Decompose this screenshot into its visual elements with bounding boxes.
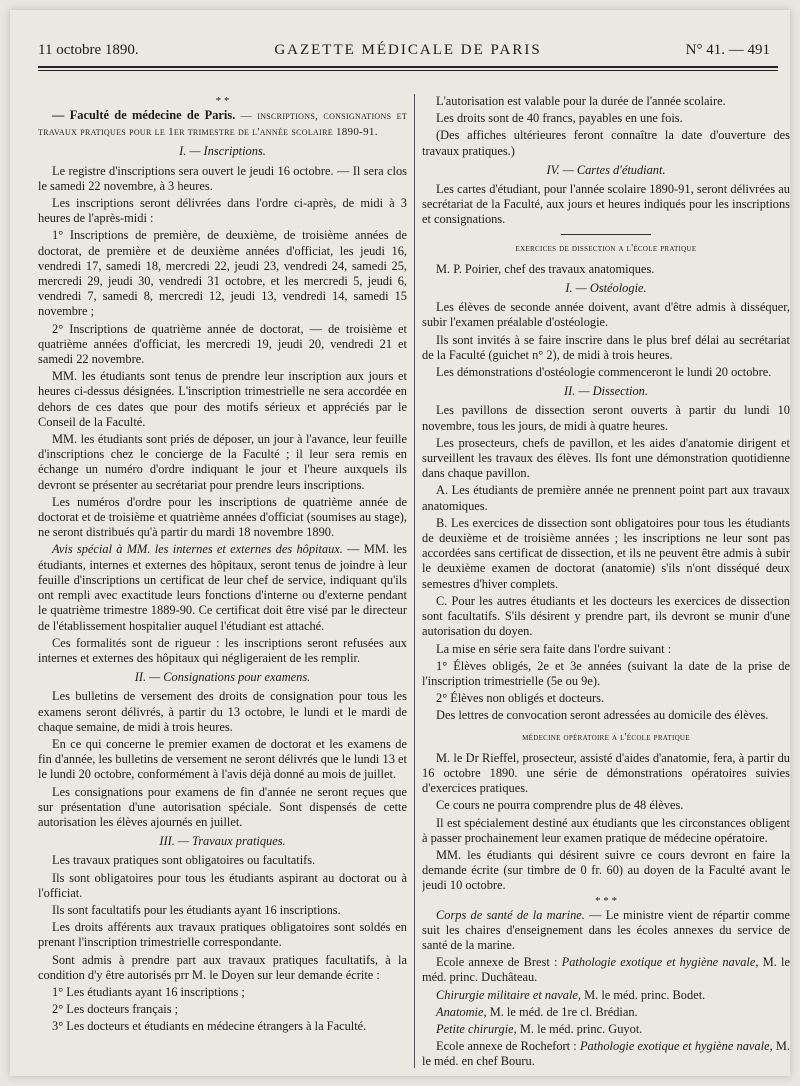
brest-lead: Ecole annexe de Brest : <box>436 955 558 970</box>
paragraph: MM. les étudiants qui désirent suivre ce cours devront en faire la demande écrite (sur timbre de 0 fr. 60) au doyen de la Faculté avant le jeudi 10 octobre. <box>422 847 790 893</box>
chair-entry <box>422 1005 790 1020</box>
chair-name: M. le méd. princ. Bodet. <box>584 987 706 1002</box>
paragraph: M. P. Poirier, chef des travaux anatomiques. <box>436 261 655 276</box>
faculty-heading <box>38 108 407 140</box>
marine-body: — Le ministre vient de répartir comme suit les chaires d'enseignement dans les écoles annexes du service de santé de la marine. <box>422 907 790 952</box>
paragraph: A. Les étudiants de première année ne prennent point part aux travaux anatomiques. <box>422 483 790 513</box>
paragraph: Ils sont facultatifs pour les étudiants ayant 16 inscriptions. <box>52 902 341 917</box>
section-title-osteologie <box>422 281 790 296</box>
chair-subject: Chirurgie militaire et navale, <box>436 987 581 1002</box>
marine-paragraph <box>422 908 790 954</box>
paragraph: La mise en série sera faite dans l'ordre suivant : <box>436 641 672 656</box>
paragraph: Les travaux pratiques sont obligatoires ou facultatifs. <box>52 853 316 868</box>
paragraph: Des lettres de convocation seront adressées au domicile des élèves. <box>436 708 769 723</box>
chair-entry <box>422 1022 790 1037</box>
section-title-text: III. — Travaux pratiques. <box>159 834 286 849</box>
section-title-inscriptions <box>38 144 407 159</box>
paragraph: B. Les exercices de dissection sont obligatoires pour tous les étudiants de deuxième et de troisième années ; les inscriptions ne leur sont pas accordées sans certificat de dissection, et ils ne peuvent être admis à subir le deuxième examen de doctorat (anatomie) s'ils n'ont disséqué deux semestres d'hiver complets. <box>422 515 790 591</box>
section-title-text: I. — Inscriptions. <box>179 144 266 159</box>
section-title-travaux <box>38 834 407 849</box>
rochefort-lead: Ecole annexe de Rochefort : <box>436 1039 577 1054</box>
paragraph: 2° Inscriptions de quatrième année de doctorat, — de troisième et quatrième années d'officiat, les mercredi 19, jeudi 20, vendredi 21 et samedi 22 novembre. <box>38 321 407 367</box>
paragraph: Il est spécialement destiné aux étudiants que les circonstances obligent à passer prochainement leur examen pratique de médecine opératoire. <box>422 815 790 845</box>
section-title-text: II. — Consignations pour examens. <box>134 670 311 685</box>
paragraph: Sont admis à prendre part aux travaux pratiques facultatifs, à la condition d'y être autorisés prr M. le Doyen sur leur demande écrite : <box>38 952 407 982</box>
separator-stars: * * <box>215 95 230 107</box>
paragraph: 1° Inscriptions de première, de deuxième, de troisième années de doctorat, de première et de deuxième années d'officiat, les jeudi 16, vendredi 17, samedi 18, mercredi 22, jeudi 23, vendredi 24, samedi 25, mercredi 29, jeudi 30, vendredi 31 octobre, et les mercredi 5, jeudi 6, vendredi 7, samedi 8, mercredi 12, jeudi 13, vendredi 14, samedi 15 novembre ; <box>38 228 407 319</box>
section-title-text: IV. — Cartes d'étudiant. <box>546 162 666 177</box>
brest-entry <box>422 955 790 985</box>
rochefort-name: M. le méd. en chef Bouru. <box>422 1039 790 1068</box>
paragraph: Ces formalités sont de rigueur : les inscriptions seront refusées aux internes et externes des hôpitaux qui négligeraient de les remplir. <box>38 635 407 665</box>
separator-line <box>561 234 651 235</box>
list-item: 3° Les docteurs et étudiants en médecine étrangers à la Faculté. <box>52 1019 367 1034</box>
avis-lead: Avis spécial à MM. les internes et externes des hôpitaux. <box>52 542 343 557</box>
paragraph: Les prosecteurs, chefs de pavillon, et les aides d'anatomie dirigent et surveillent les travaux des élèves. Ils font une démonstration quotidienne dans chaque pavillon. <box>422 435 790 481</box>
journal-title: GAZETTE MÉDICALE DE PARIS <box>274 42 542 58</box>
list-item: 1° Élèves obligés, 2e et 3e années (suivant la date de la prise de l'inscription trimestrielle (5e ou 9e). <box>422 658 790 688</box>
paragraph: Les numéros d'ordre pour les inscriptions de quatrième année de doctorat et de troisième et quatrième années d'officiat (soumises au stage), ne seront distribués qu'à partir du mardi 18 novembre 1890. <box>38 494 407 540</box>
section-title-cartes <box>422 163 790 178</box>
paragraph: Les consignations pour examens de fin d'année ne seront reçues que sur présentation d'une autorisation spéciale. Sont dispensés de cette autorisation les élèves ajournés en juillet. <box>38 784 407 829</box>
newspaper-page <box>10 10 790 1076</box>
chair-name: M. le méd. de 1re cl. Brédian. <box>489 1004 638 1019</box>
header-rule-thick <box>38 66 778 68</box>
article-columns <box>38 94 790 1068</box>
paragraph: Les bulletins de versement des droits de consignation pour tous les examens seront délivrés, à partir du 13 octobre, le lundi et le mardi de chaque semaine, de midi à trois heures. <box>38 689 407 734</box>
rochefort-subject: Pathologie exotique et hygiène navale, <box>579 1039 773 1054</box>
issue-date: 11 octobre 1890. <box>38 42 139 58</box>
rochefort-entry <box>422 1039 790 1068</box>
list-item: 1° Les étudiants ayant 16 inscriptions ; <box>52 984 245 999</box>
section-title-text: II. — Dissection. <box>564 384 648 399</box>
dissection-heading: exercices de dissection a l'école pratique <box>515 242 697 254</box>
left-column <box>38 94 407 1068</box>
list-item: 2° Élèves non obligés et docteurs. <box>436 691 605 706</box>
paragraph: Ils sont obligatoires pour tous les étudiants aspirant au doctorat ou à l'officiat. <box>38 870 407 900</box>
paragraph: En ce qui concerne le premier examen de doctorat et les examens de fin d'année, les bulletins de versement ne seront délivrés que le lundi 13 et le lundi 20 octobre, conformément à l'avis déjà donné au mois de juillet. <box>38 736 407 782</box>
faculty-title: — Faculté de médecine de Paris. <box>52 108 236 122</box>
issue-number: N° 41. — 491 <box>685 42 770 58</box>
paragraph: MM. les étudiants sont tenus de prendre leur inscription aux jours et heures ci-dessus désignées. L'inscription trimestrielle ne sera accordée en dehors de ces dates que pour des motifs sérieux et appréciés par le Conseil de la Faculté. <box>38 369 407 429</box>
section-title-dissection <box>422 384 790 399</box>
avis-paragraph <box>38 542 407 633</box>
paragraph: MM. les étudiants sont priés de déposer, un jour à l'avance, leur feuille d'inscriptions chez le concierge de la Faculté ; il leur sera remis en échange un numéro d'ordre indiquant le jour et l'heure auxquels ils devront se présenter au secrétariat pour prendre leurs inscriptions. <box>38 432 407 492</box>
chair-subject: Petite chirurgie, <box>436 1021 517 1036</box>
section-title-text: I. — Ostéologie. <box>565 281 647 296</box>
paragraph: Ils sont invités à se faire inscrire dans le plus bref délai au secrétariat de la Faculté (guichet n° 2), de midi à trois heures. <box>422 332 790 362</box>
paragraph: Le registre d'inscriptions sera ouvert le jeudi 16 octobre. — Il sera clos le samedi 22 novembre, à 3 heures. <box>38 163 407 193</box>
operatoire-heading: médecine opératoire a l'école pratique <box>522 731 690 743</box>
faculty-subtitle: — inscriptions, consignations et travaux pratiques pour le 1er trimestre de l'année scolaire 1890-91. <box>38 110 407 139</box>
section-title-consignations <box>38 670 407 685</box>
paragraph: Les cartes d'étudiant, pour l'année scolaire 1890-91, seront délivrées au secrétariat de la Faculté, aux jours et heures indiqués pour les inscriptions et consignations. <box>422 182 790 227</box>
brest-subject: Pathologie exotique et hygiène navale, <box>561 955 759 970</box>
paragraph: L'autorisation est valable pour la durée de l'année scolaire. <box>436 94 726 108</box>
paragraph: Les inscriptions seront délivrées dans l'ordre ci-après, de midi à 3 heures de l'après-midi : <box>38 196 407 226</box>
paragraph: C. Pour les autres étudiants et les docteurs les exercices de dissection sont facultatifs. S'ils désirent y prendre part, ils devront se munir d'une autorisation du doyen. <box>422 593 790 639</box>
list-item: 2° Les docteurs français ; <box>52 1002 179 1017</box>
chair-subject: Anatomie, <box>436 1004 487 1019</box>
paragraph: (Des affiches ultérieures feront connaître la date d'ouverture des travaux pratiques.) <box>422 128 790 158</box>
chair-name: M. le méd. princ. Guyot. <box>519 1021 643 1036</box>
brest-name: M. le méd. princ. Duchâteau. <box>422 955 790 985</box>
paragraph: Les pavillons de dissection seront ouverts à partir du lundi 10 novembre, tous les jours, de midi à quatre heures. <box>422 403 790 433</box>
header-rule-thin <box>38 70 778 71</box>
right-column <box>422 94 790 1068</box>
paragraph: Les élèves de seconde année doivent, avant d'être admis à disséquer, subir l'examen préalable d'ostéologie. <box>422 300 790 330</box>
column-divider <box>414 94 415 1068</box>
paragraph: M. le Dr Rieffel, prosecteur, assisté d'aides d'anatomie, fera, à partir du 16 octobre 1890. une série de démonstrations opératoires suivies d'exercices pratiques. <box>422 750 790 796</box>
chair-entry <box>422 988 790 1003</box>
paragraph: Les droits afférents aux travaux pratiques obligatoires sont soldés en prenant l'inscription trimestrielle correspondante. <box>38 920 407 950</box>
paragraph: Ce cours ne pourra comprendre plus de 48 élèves. <box>436 798 684 813</box>
separator-stars: * * * <box>595 894 617 907</box>
paragraph: Les droits sont de 40 francs, payables en une fois. <box>436 111 683 126</box>
avis-body: — MM. les étudiants, internes et externes des hôpitaux, seront tenus de joindre à leur feuille d'inscriptions un certificat de leur chef de service, indiquant qu'ils ont rempli avec exactitude leurs fonctions d'interne ou d'externe pendant le quatrième trimestre 1889-90. Ce certificat doit être visé par le directeur de l'établissement hospitalier auquel l'étudiant est attaché. <box>38 542 407 633</box>
paragraph: Les démonstrations d'ostéologie commenceront le lundi 20 octobre. <box>436 365 772 380</box>
marine-lead: Corps de santé de la marine. <box>436 907 585 922</box>
